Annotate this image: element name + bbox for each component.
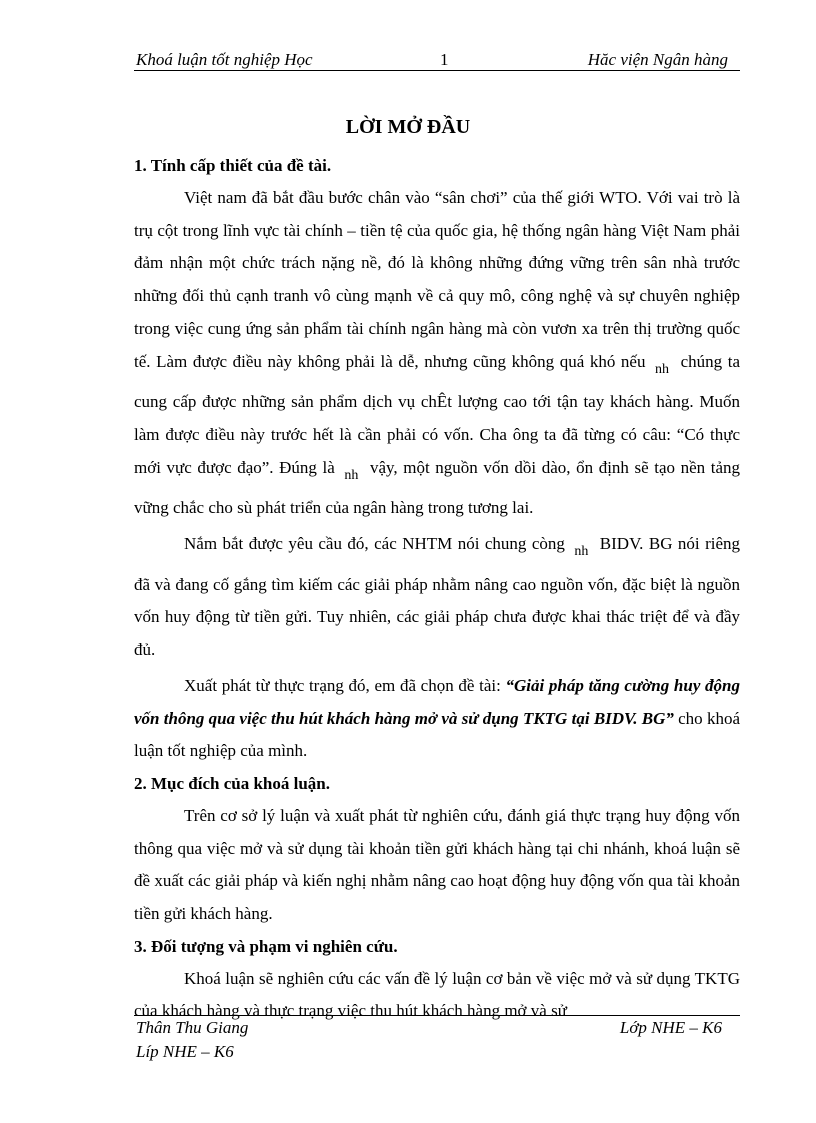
footer-author: Thân Thu Giang: [136, 1018, 249, 1037]
text-run-nh: nh: [344, 467, 359, 483]
footer-class-line-2: Líp NHE – K6: [136, 1042, 234, 1061]
page-title: LỜI MỞ ĐẦU: [345, 116, 471, 138]
page-footer: [134, 1015, 740, 1036]
text-run: BIDV. BG nói riêng đã và đang cố gắng tìm kiếm các giải pháp nhằm nâng cao nguồn vốn, đặc biệt là nguồn vốn huy động từ tiền gửi. Tuy nhiên, các giải pháp chưa được khai thác triệt để và đầy đủ.: [134, 534, 741, 660]
section-3-paragraph-1: Khoá luận sẽ nghiên cứu các vấn đề lý luận cơ bản về việc mở và sử dụng TKTG của khách hàng và thực trạng việc thu hút khách hàng mở và sử: [134, 968, 740, 1021]
section-2-paragraph-1: Trên cơ sở lý luận và xuất phát từ nghiên cứu, đánh giá thực trạng huy động vốn thông qua việc mở và sử dụng tài khoản tiền gửi khách hàng tại chi nhánh, khoá luận sẽ đề xuất các giải pháp và kiến nghị nhằm nâng cao hoạt động huy động vốn qua tài khoản tiền gửi khách hàng.: [134, 805, 740, 924]
page-header: [134, 48, 740, 71]
document-body: [134, 150, 740, 1028]
section-2-heading: 2. Mục đích của khoá luận.: [134, 773, 331, 793]
footer-class: Lớp NHE – K6: [619, 1018, 722, 1037]
text-run: Việt nam đã bắt đầu bước chân vào “sân chơi” của thế giới WTO. Với vai trò là trụ cột trong lĩnh vực tài chính – tiền tệ của quốc gia, hệ thống ngân hàng Việt Nam phải đảm nhận một chức trách nặng nề, đó là không những đứng vững trên sân nhà trước những đối thủ cạnh tranh vô cùng mạnh về cả quy mô, công nghệ và sự chuyên nghiệp trong việc cung ứng sản phẩm tài chính ngân hàng mà còn vươn xa trên thị trường quốc tế. Làm được điều này không phải là dễ, nhưng cũng không quá khó nếu: [134, 188, 740, 371]
text-run: Xuất phát từ thực trạng đó, em đã chọn đề tài:: [184, 675, 501, 695]
section-1-heading: 1. Tính cấp thiết của đề tài.: [134, 156, 332, 175]
text-run: vậy, một nguồn vốn dồi dào, ổn định sẽ tạo nền tảng vững chắc cho sù phát triển của ngân hàng trong tương lai.: [134, 457, 741, 518]
header-right-text: Hăc viện Ngân hàng: [587, 50, 728, 69]
header-left-text: Khoá luận tốt nghiệp Học: [136, 50, 313, 69]
text-run: Nắm bắt được yêu cầu đó, các NHTM nói chung còng: [184, 534, 565, 554]
text-run-nh: nh: [574, 544, 589, 560]
section-3-heading: 3. Đối tượng và phạm vi nghiên cứu.: [134, 936, 398, 956]
section-1-paragraph-3: [134, 670, 740, 768]
page-number: 1: [440, 50, 449, 69]
text-run-nh: nh: [655, 361, 670, 377]
section-1-paragraph-2: [134, 528, 740, 667]
text-run: cho khoá luận tốt nghiệp của mình.: [134, 708, 741, 761]
section-1-paragraph-1: [134, 182, 740, 525]
thesis-topic: “Giải pháp tăng cường huy động vốn thông qua việc thu hút khách hàng mở và sử dụng TKTG tại BIDV. BG”: [134, 675, 741, 728]
text-run: chúng ta cung cấp được những sản phẩm dịch vụ chÊt lượng cao tới tận tay khách hàng. Muốn làm được điều này trước hết là cần phải có vốn. Cha ông ta đã từng có câu: “Có thực mới vực được đạo”. Đúng là: [134, 351, 740, 477]
